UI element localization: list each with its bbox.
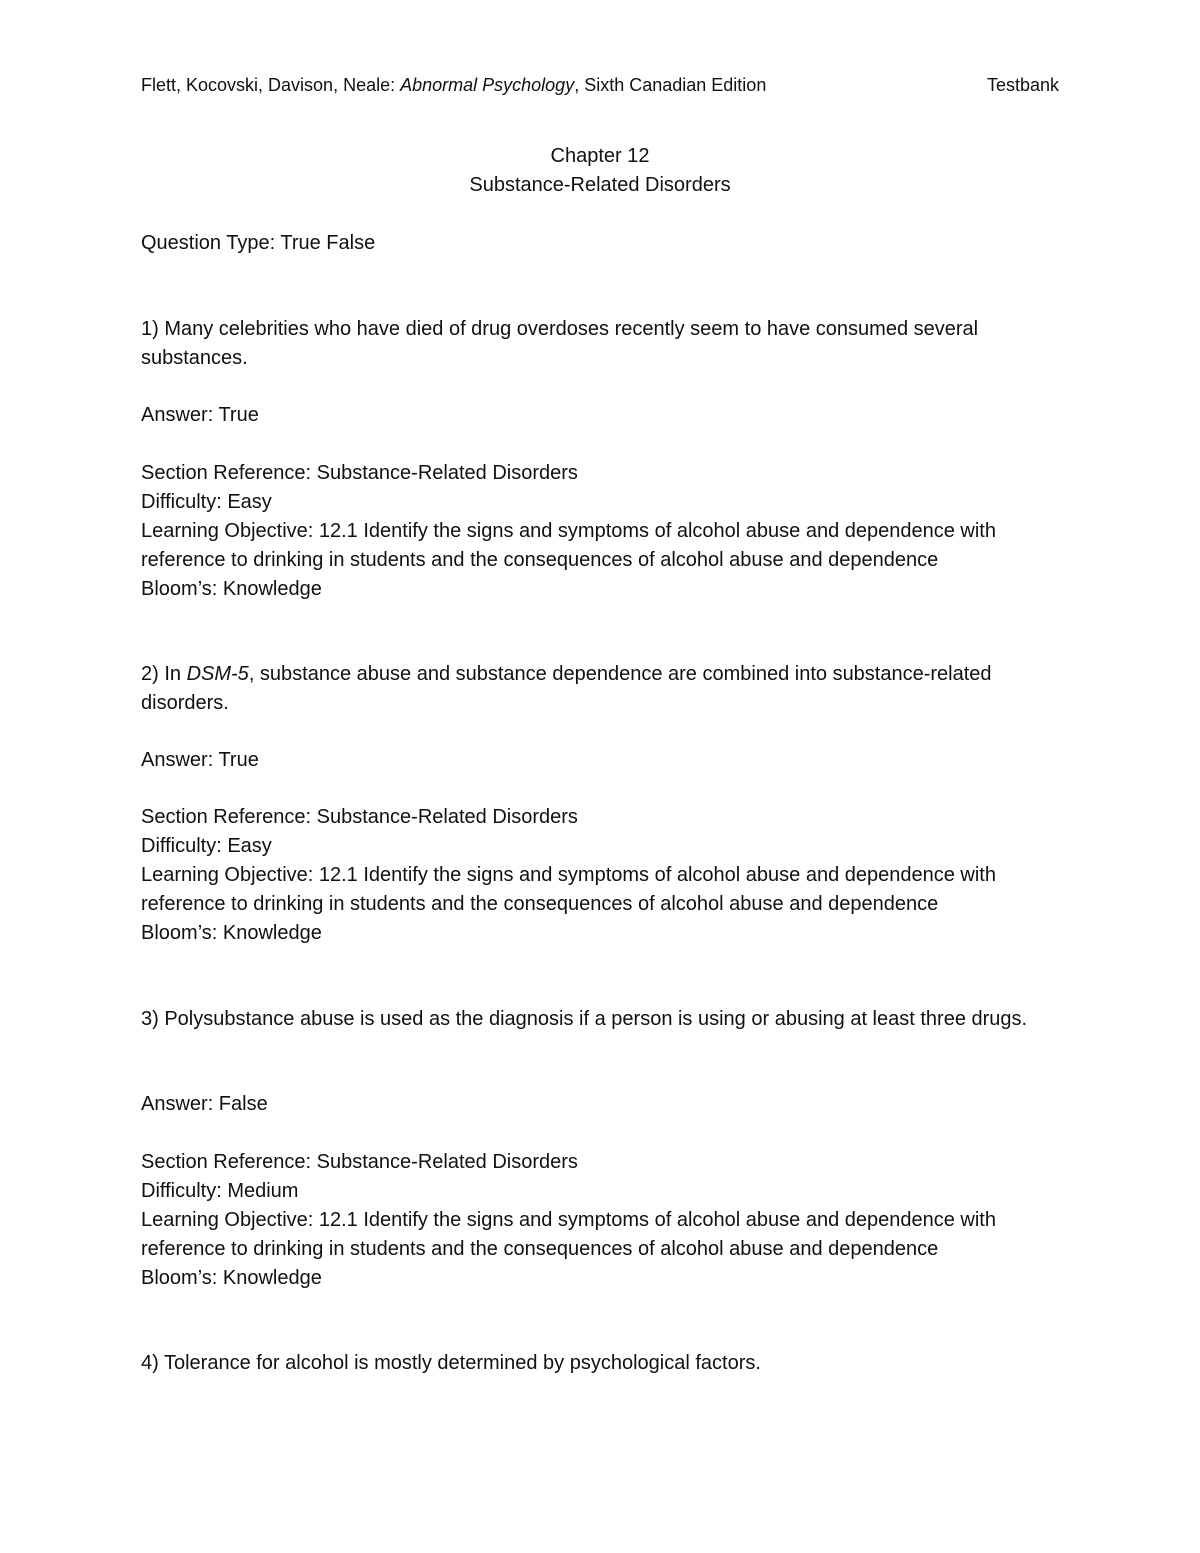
question-4-text: 4) Tolerance for alcohol is mostly determined by psychological factors. xyxy=(141,1352,761,1374)
chapter-number: Chapter 12 xyxy=(550,145,650,167)
question-1-meta xyxy=(141,459,1061,604)
header-edition: , Sixth Canadian Edition xyxy=(574,75,767,95)
question-2-suffix: , substance abuse and substance dependence are combined into substance-related disorders. xyxy=(141,663,992,714)
question-2-answer: Answer: True xyxy=(141,749,259,771)
learning-objective: Learning Objective: 12.1 Identify the signs and symptoms of alcohol abuse and dependence with reference to drinking in students and the consequences of alcohol abuse and dependence xyxy=(141,864,996,915)
learning-objective: Learning Objective: 12.1 Identify the signs and symptoms of alcohol abuse and dependence with reference to drinking in students and the consequences of alcohol abuse and dependence xyxy=(141,1209,996,1260)
question-3-meta xyxy=(141,1148,1061,1293)
difficulty: Difficulty: Easy xyxy=(141,835,272,857)
question-1-answer: Answer: True xyxy=(141,404,259,426)
question-2-text xyxy=(141,660,1061,718)
section-reference: Section Reference: Substance-Related Disorders xyxy=(141,806,578,828)
difficulty: Difficulty: Easy xyxy=(141,491,272,513)
chapter-title: Substance-Related Disorders xyxy=(469,174,731,196)
difficulty: Difficulty: Medium xyxy=(141,1180,299,1202)
blooms-level: Bloom’s: Knowledge xyxy=(141,1267,322,1289)
question-2-meta xyxy=(141,803,1061,948)
learning-objective: Learning Objective: 12.1 Identify the signs and symptoms of alcohol abuse and dependence with reference to drinking in students and the consequences of alcohol abuse and dependence xyxy=(141,520,996,571)
header-book-title: Abnormal Psychology xyxy=(400,75,575,95)
section-reference: Section Reference: Substance-Related Disorders xyxy=(141,1151,578,1173)
running-header xyxy=(141,72,766,98)
blooms-level: Bloom’s: Knowledge xyxy=(141,578,322,600)
question-type: Question Type: True False xyxy=(141,232,376,254)
section-reference: Section Reference: Substance-Related Disorders xyxy=(141,462,578,484)
question-2-italic: DSM-5 xyxy=(186,663,249,685)
question-1-text: 1) Many celebrities who have died of drug overdoses recently seem to have consumed several substances. xyxy=(141,318,979,369)
question-3-answer: Answer: False xyxy=(141,1093,268,1115)
question-2-prefix: 2) In xyxy=(141,663,187,685)
blooms-level: Bloom’s: Knowledge xyxy=(141,922,322,944)
header-authors: Flett, Kocovski, Davison, Neale: xyxy=(141,75,401,95)
question-3-text: 3) Polysubstance abuse is used as the diagnosis if a person is using or abusing at least three drugs. xyxy=(141,1008,1028,1030)
header-testbank-label: Testbank xyxy=(986,75,1059,95)
